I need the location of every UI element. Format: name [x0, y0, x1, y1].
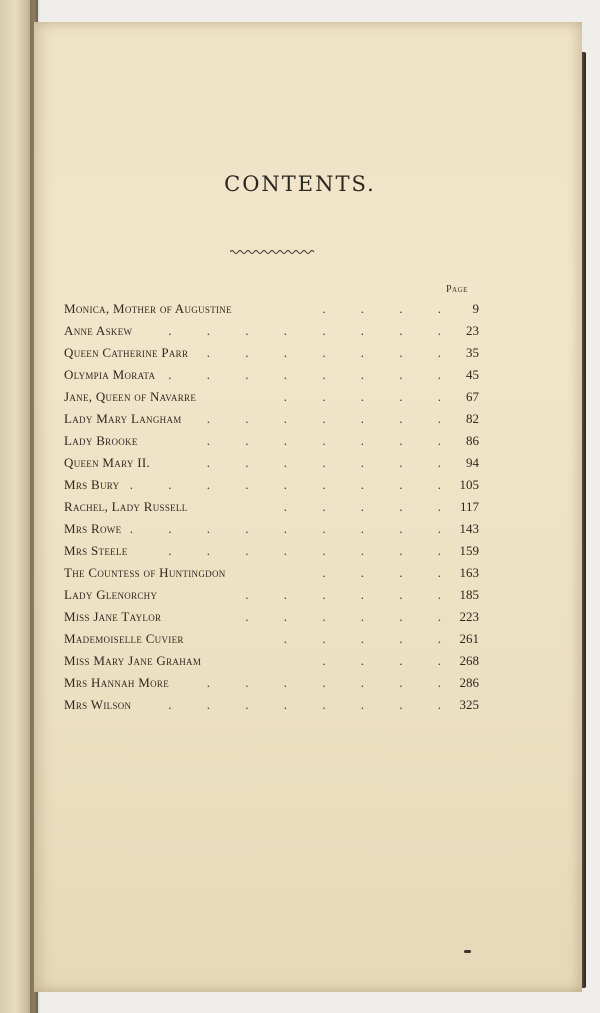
dot-leader: . . . . . . [245, 587, 444, 602]
dot-leader: . . . . . . . [206, 411, 444, 426]
toc-entry [64, 562, 484, 584]
toc-entry-page-number: 23 [466, 323, 479, 338]
toc-entry-title: Jane, Queen of Navarre [64, 389, 197, 404]
toc-entry [64, 496, 484, 518]
toc-entry [64, 672, 484, 694]
toc-entry-title: Mademoiselle Cuvier [64, 631, 184, 646]
toc-entry-page-number: 86 [466, 433, 479, 448]
toc-entry-page-number: 67 [466, 389, 479, 404]
toc-entry-title: Mrs Bury [64, 477, 120, 492]
dot-leader: . . . . . . . [206, 455, 444, 470]
toc-entry-title: Lady Brooke [64, 433, 138, 448]
dot-leader: . . . . . . . . [168, 323, 444, 338]
toc-entry-title: Queen Catherine Parr [64, 345, 189, 360]
toc-entry-page-number: 105 [459, 477, 479, 492]
dot-leader: . . . . . [283, 389, 444, 404]
toc-entry-title: Anne Askew [64, 323, 133, 338]
toc-entry-title: Lady Mary Langham [64, 411, 182, 426]
toc-entry-page-number: 268 [459, 653, 479, 668]
toc-entry [64, 540, 484, 562]
toc-entry [64, 430, 484, 452]
toc-entry [64, 694, 484, 716]
toc-entry-title: Monica, Mother of Augustine [64, 301, 232, 316]
dot-leader: . . . . [322, 565, 444, 580]
toc-entry-page-number: 9 [472, 301, 479, 316]
toc-entry-page-number: 223 [459, 609, 479, 624]
toc-entry-title: Mrs Rowe [64, 521, 122, 536]
toc-entry-page-number: 45 [466, 367, 479, 382]
dot-leader: . . . . . . . . [168, 697, 444, 712]
paper-speck [464, 950, 471, 953]
wavy-rule-ornament [230, 248, 316, 256]
dot-leader: . . . . . . . [206, 433, 444, 448]
toc-entry-page-number: 82 [466, 411, 479, 426]
dot-leader: . . . . . . . . . [129, 477, 444, 492]
toc-entry [64, 342, 484, 364]
toc-entry [64, 320, 484, 342]
toc-entry [64, 298, 484, 320]
toc-entry-page-number: 185 [459, 587, 479, 602]
toc-entry-title: Mrs Wilson [64, 697, 132, 712]
dot-leader: . . . . . . . . [168, 367, 444, 382]
toc-entry-title: Olympia Morata [64, 367, 156, 382]
toc-entry [64, 584, 484, 606]
toc-entry-page-number: 94 [466, 455, 479, 470]
dot-leader: . . . . . . . [206, 675, 444, 690]
toc-entry [64, 650, 484, 672]
toc-entry-page-number: 261 [459, 631, 479, 646]
table-of-contents [64, 298, 484, 716]
toc-entry-title: Queen Mary II. [64, 455, 151, 470]
dot-leader: . . . . . . . . . [129, 521, 444, 536]
toc-entry-page-number: 286 [459, 675, 479, 690]
page-column-label: Page [446, 284, 468, 295]
dot-leader: . . . . . [283, 499, 444, 514]
toc-entry [64, 518, 484, 540]
toc-entry-page-number: 159 [459, 543, 479, 558]
toc-entry-page-number: 163 [459, 565, 479, 580]
toc-entry [64, 386, 484, 408]
toc-entry-title: Miss Mary Jane Graham [64, 653, 202, 668]
toc-entry-title: Rachel, Lady Russell [64, 499, 188, 514]
toc-entry-title: Miss Jane Taylor [64, 609, 162, 624]
dot-leader: . . . . . . [245, 609, 444, 624]
toc-entry [64, 452, 484, 474]
dot-leader: . . . . . . . . [168, 543, 444, 558]
dot-leader: . . . . . [283, 631, 444, 646]
toc-entry-title: Lady Glenorchy [64, 587, 158, 602]
toc-entry-title: Mrs Steele [64, 543, 128, 558]
toc-entry-page-number: 35 [466, 345, 479, 360]
dot-leader: . . . . . . . [206, 345, 444, 360]
dot-leader: . . . . [322, 301, 444, 316]
toc-entry [64, 628, 484, 650]
toc-entry [64, 606, 484, 628]
toc-entry-page-number: 117 [459, 499, 479, 514]
dot-leader: . . . . [322, 653, 444, 668]
toc-entry-title: Mrs Hannah More [64, 675, 170, 690]
toc-entry [64, 364, 484, 386]
toc-entry-page-number: 325 [459, 697, 479, 712]
page-title: CONTENTS. [224, 172, 376, 196]
toc-entry-title: The Countess of Huntingdon [64, 565, 226, 580]
toc-entry [64, 474, 484, 496]
toc-entry [64, 408, 484, 430]
toc-entry-page-number: 143 [459, 521, 479, 536]
